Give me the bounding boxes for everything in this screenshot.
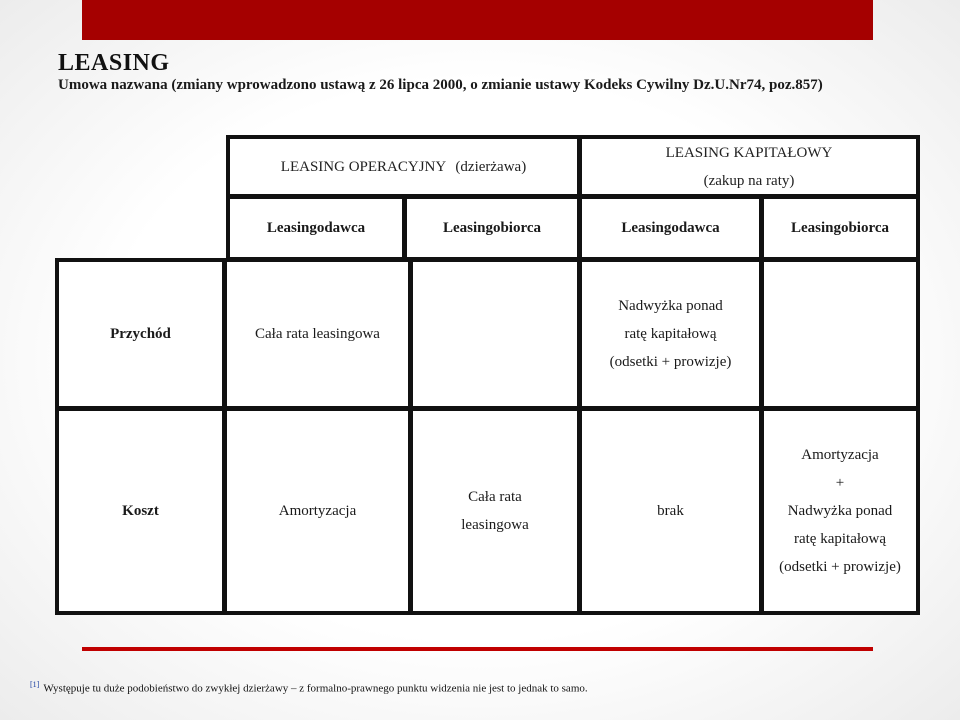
header-operational-leasing bbox=[226, 135, 581, 198]
cell-line: ratę kapitałową bbox=[624, 326, 717, 342]
role-cap-lessor bbox=[578, 195, 763, 261]
cell-line: (odsetki + prowizje) bbox=[779, 559, 901, 575]
row-label-income bbox=[55, 258, 226, 410]
role-label: Leasingobiorca bbox=[790, 219, 890, 236]
cell-line: Nadwyżka ponad bbox=[618, 298, 723, 314]
footnote bbox=[30, 680, 588, 695]
cost-op-lessee bbox=[409, 407, 581, 615]
role-label: Leasingodawca bbox=[621, 219, 720, 236]
cell-line: Nadwyżka ponad bbox=[787, 503, 893, 519]
cell-line: + bbox=[835, 475, 845, 491]
role-label: Leasingobiorca bbox=[442, 219, 542, 236]
row-label: Przychód bbox=[110, 325, 171, 342]
cost-cap-lessor bbox=[578, 407, 763, 615]
operational-leasing-note: (dzierżawa) bbox=[455, 158, 527, 175]
row-label: Koszt bbox=[122, 502, 159, 519]
footnote-text: Występuje tu duże podobieństwo do zwykłej dzierżawy – z formalno-prawnego punktu widzenia nie jest to jednak to samo. bbox=[43, 682, 588, 695]
income-cap-lessor bbox=[578, 258, 763, 410]
cost-op-lessor bbox=[223, 407, 412, 615]
cell-line: Amortyzacja bbox=[801, 447, 879, 463]
income-op-lessor bbox=[223, 258, 412, 410]
page-title: LEASING bbox=[58, 50, 170, 76]
role-cap-lessee bbox=[760, 195, 920, 261]
page-subtitle: Umowa nazwana (zmiany wprowadzono ustawą z 26 lipca 2000, o zmianie ustawy Kodeks Cywilny Dz.U.Nr74, poz.857) bbox=[58, 77, 823, 93]
top-accent-bar bbox=[82, 0, 873, 40]
row-label-cost bbox=[55, 407, 226, 615]
header-capital-leasing bbox=[578, 135, 920, 198]
income-op-lessee bbox=[409, 258, 581, 410]
cell-text: Amortyzacja bbox=[278, 502, 357, 519]
role-op-lessor bbox=[226, 195, 406, 261]
cell-text: brak bbox=[657, 502, 684, 519]
bottom-accent-line bbox=[82, 647, 873, 651]
role-label: Leasingodawca bbox=[266, 219, 366, 236]
footnote-ref-link[interactable]: [1] bbox=[30, 680, 40, 689]
operational-leasing-name: LEASING OPERACYJNY bbox=[280, 158, 446, 175]
cell-line: (odsetki + prowizje) bbox=[609, 354, 732, 370]
cell-line: Cała rata bbox=[468, 489, 522, 505]
role-op-lessee bbox=[403, 195, 581, 261]
cell-line: ratę kapitałową bbox=[793, 531, 887, 547]
cell-line: leasingowa bbox=[461, 517, 529, 533]
income-cap-lessee bbox=[760, 258, 920, 410]
capital-leasing-note: (zakup na raty) bbox=[703, 172, 795, 189]
cell-text: Cała rata leasingowa bbox=[255, 325, 380, 342]
capital-leasing-name: LEASING KAPITAŁOWY bbox=[665, 144, 833, 161]
cost-cap-lessee bbox=[760, 407, 920, 615]
